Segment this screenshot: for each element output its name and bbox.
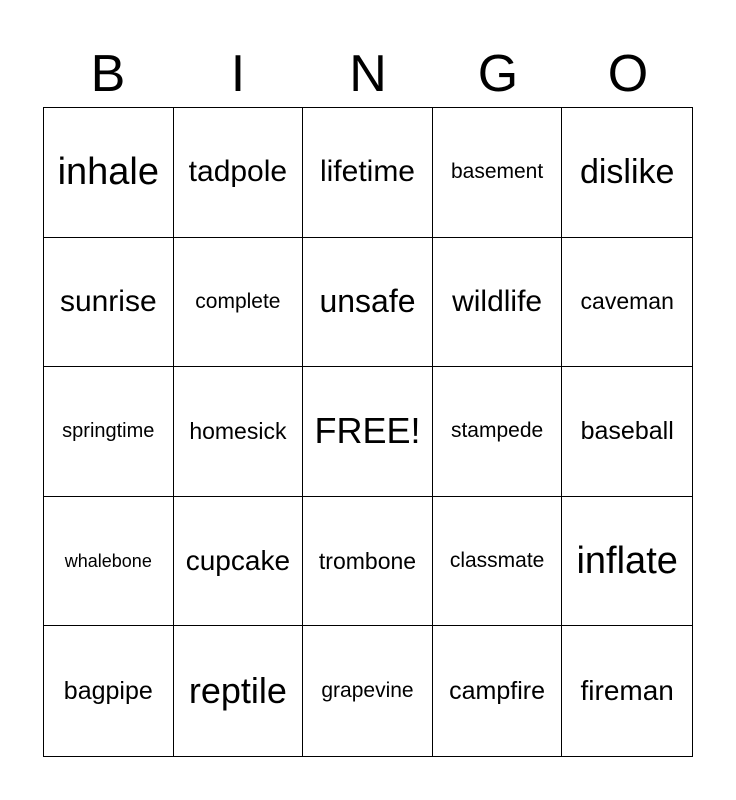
header-letter-b: B <box>90 45 126 103</box>
bingo-cell-free: FREE! <box>303 367 433 497</box>
header-letter-o: O <box>607 45 649 103</box>
bingo-cell-r4c3: trombone <box>303 497 433 627</box>
bingo-cell-r1c1: inhale <box>44 108 174 238</box>
bingo-cell-r1c2: tadpole <box>174 108 304 238</box>
bingo-cell-r3c1: springtime <box>44 367 174 497</box>
bingo-cell-r3c4: stampede <box>433 367 563 497</box>
bingo-cell-r2c3: unsafe <box>303 238 433 368</box>
bingo-cell-r5c3: grapevine <box>303 626 433 756</box>
bingo-cell-r1c4: basement <box>433 108 563 238</box>
bingo-cell-r2c2: complete <box>174 238 304 368</box>
bingo-cell-r5c5: fireman <box>580 675 674 707</box>
bingo-header <box>43 40 693 108</box>
bingo-cell-r2c4: wildlife <box>433 238 563 368</box>
header-letter-g: G <box>477 45 519 103</box>
bingo-cell-r2c5: caveman <box>562 238 692 368</box>
bingo-cell-r5c4: campfire <box>433 626 563 756</box>
bingo-cell-r5c1: bagpipe <box>44 626 174 756</box>
bingo-cell-r3c5: baseball <box>562 367 692 497</box>
bingo-cell-r4c1: whalebone <box>44 497 174 627</box>
bingo-cell-r4c2: cupcake <box>174 497 304 627</box>
bingo-cell-r4c5: inflate <box>562 497 692 627</box>
bingo-cell-r2c1: sunrise <box>44 238 174 368</box>
bingo-cell-r1c3: lifetime <box>303 108 433 238</box>
bingo-cell-r5c2: reptile <box>174 626 304 756</box>
bingo-cell-r1c5: dislike <box>562 108 692 238</box>
header-letter-i: I <box>230 45 246 103</box>
bingo-cell-r4c4: classmate <box>433 497 563 627</box>
header-letter-n: N <box>349 45 387 103</box>
bingo-board <box>43 107 693 757</box>
bingo-cell-r3c2: homesick <box>174 367 304 497</box>
